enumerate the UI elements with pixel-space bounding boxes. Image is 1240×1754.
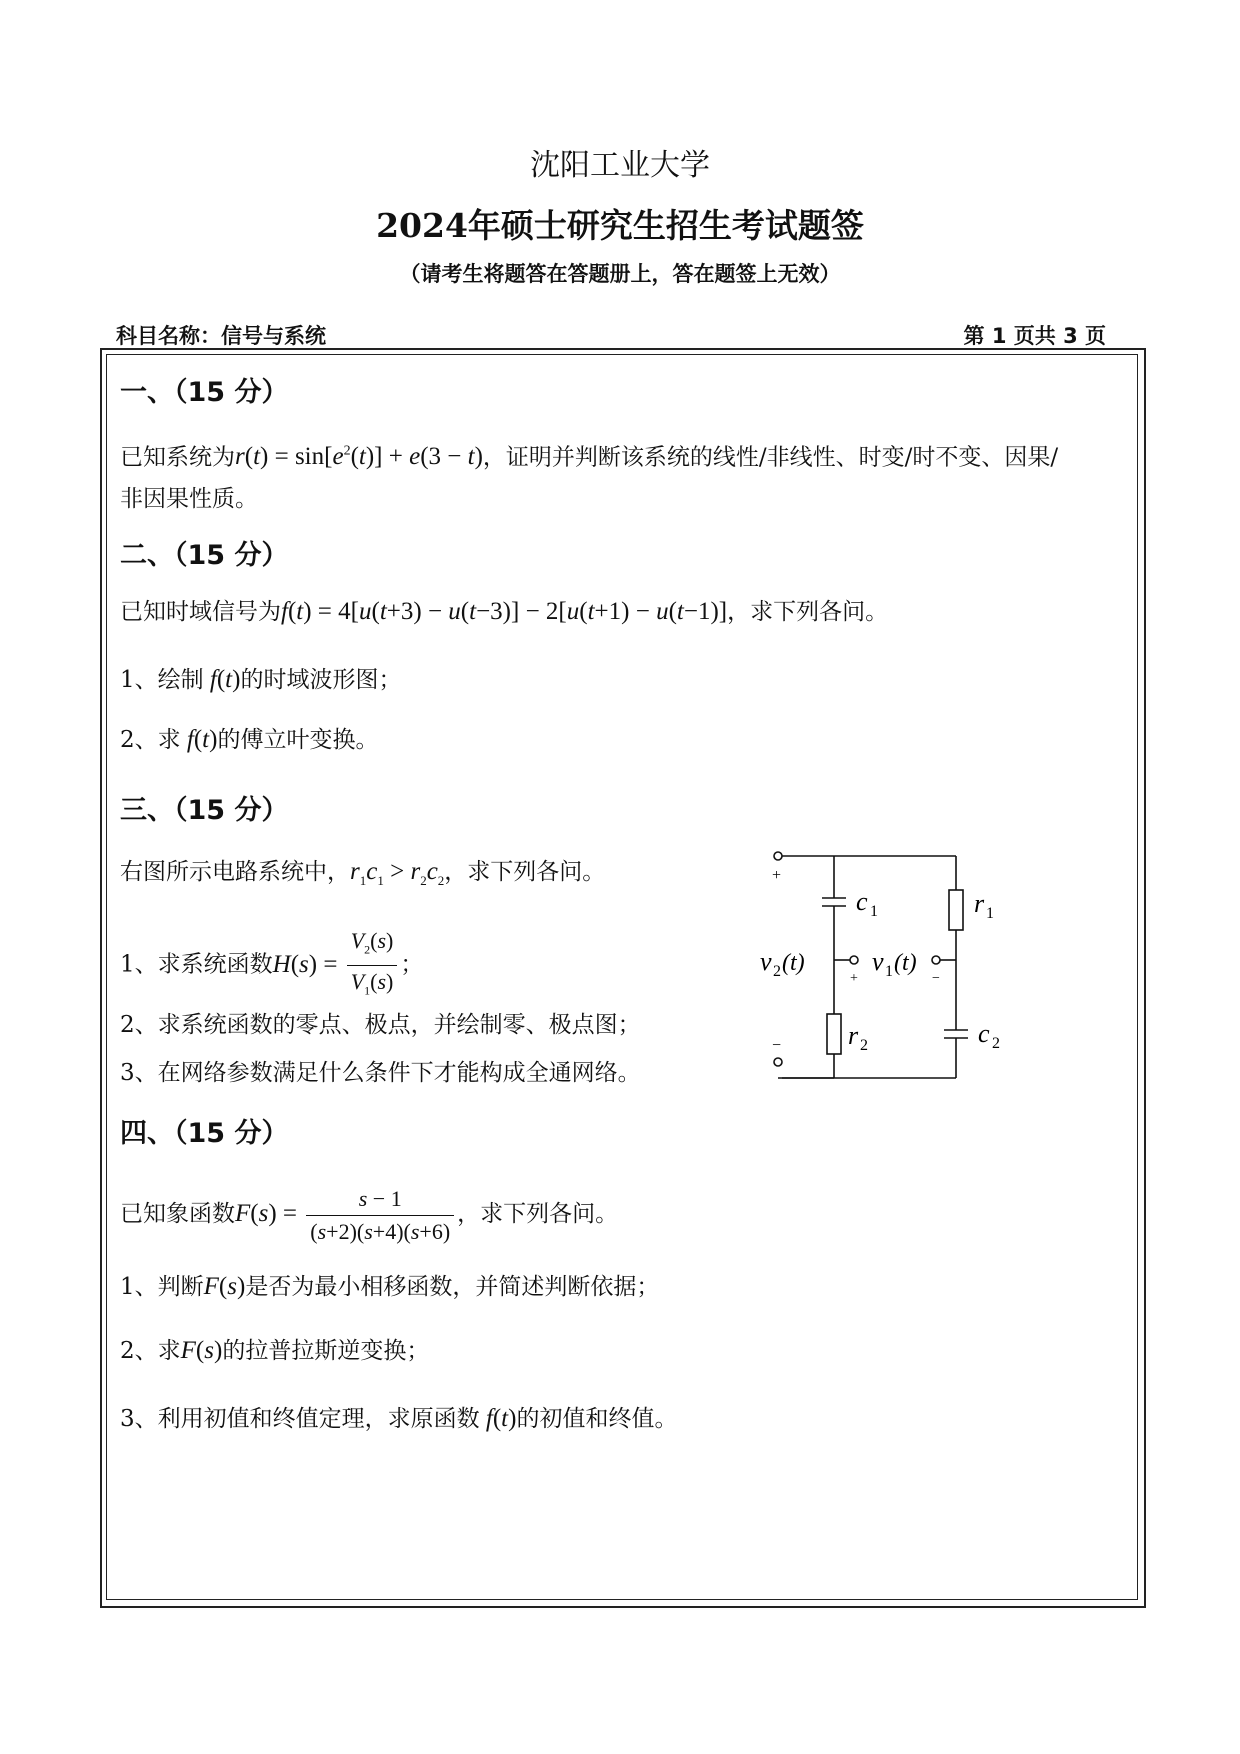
exam-title: 2024年硕士研究生招生考试题签 [376,206,864,245]
q4-item3-formula: f(t) [485,1405,517,1432]
q2-item1-suffix: 的时域波形图； [240,667,402,693]
resistor-r1 [949,890,963,930]
input-terminal-bottom [774,1058,782,1066]
label-r2-sub: 2 [860,1037,868,1054]
q2-item2 [120,725,378,755]
q4-item1-suffix: 是否为最小相移函数，并简述判断依据； [245,1274,660,1300]
page-info: 第 1 页共 3 页 [963,324,1106,348]
q2-item1-formula: f(t) [209,666,241,693]
q1-line2: 非因果性质。 [120,486,258,512]
q3-heading: 三、（15 分） [120,795,289,826]
q2-item2-prefix: 2、求 [120,727,181,753]
label-v1: v [872,947,884,976]
label-v1-sub: 1 [885,963,893,980]
q3-intro-prefix: 右图所示电路系统中， [120,859,350,885]
q4-prefix: 已知象函数 [120,1201,235,1228]
q2-item1 [120,665,401,695]
q3-transfer-function: H(s) = $\frac{V_2(s)}{V_1(s)}$ [273,951,401,978]
q4-item3 [120,1404,677,1434]
q4-formula: F(s) = $\frac{s - 1}{(s+2)(s+4)(s+6)}$ [235,1200,457,1227]
input-terminal-top [774,852,782,860]
q3-intro-suffix: ，求下列各问。 [444,859,606,885]
label-c2-sub: 2 [992,1035,1000,1052]
q4-item1-formula: F(s) [203,1273,246,1300]
subject-name: 科目名称：信号与系统 [116,324,326,348]
q1-prefix: 已知系统为 [120,444,235,471]
q2-item2-formula: f(t) [186,726,218,753]
q2-formula: f(t) = 4[u(t+3) − u(t−3)] − 2[u(t+1) − u(t−1)] [281,598,728,625]
q4-item1 [120,1272,659,1302]
output-plus-sign: + [850,971,858,986]
label-r2: r [848,1021,859,1050]
label-v2-arg: (t) [782,950,805,976]
q2-prefix: 已知时域信号为 [120,599,281,625]
label-c1-sub: 1 [870,903,878,920]
q4-item2-formula: F(s) [180,1337,223,1364]
q4-statement [120,1184,618,1247]
school-name: 沈阳工业大学 [530,148,710,183]
q2-heading: 二、（15 分） [120,540,289,571]
q4-item2-prefix: 2、求 [120,1338,181,1364]
q4-heading: 四、（15 分） [120,1118,289,1149]
q2-item1-prefix: 1、绘制 [120,667,204,693]
label-v2: v [760,947,772,976]
q4-item3-suffix: 的初值和终值。 [516,1406,678,1432]
q1-suffix: ，证明并判断该系统的线性/非线性、时变/时不变、因果/ [482,444,1059,471]
label-v1-arg: (t) [894,950,917,976]
label-r1-sub: 1 [986,905,994,922]
input-minus-sign: − [772,1037,782,1054]
input-plus-sign: + [772,867,782,884]
output-terminal-plus [850,956,858,964]
q3-condition: $r_1c_1 > r_2c_2$ [350,858,445,888]
q2-statement [120,597,888,627]
q3-intro [120,857,605,896]
q4-item2-suffix: 的拉普拉斯逆变换； [222,1338,430,1364]
output-minus-sign: − [932,971,940,986]
q4-suffix: ，求下列各问。 [457,1201,619,1228]
q1-statement [120,437,1058,472]
q4-item1-prefix: 1、判断 [120,1274,204,1300]
q1-heading: 一、（15 分） [120,377,289,408]
label-r1: r [974,889,985,918]
resistor-r2 [827,1014,841,1054]
q4-item2 [120,1336,429,1366]
q2-item2-suffix: 的傅立叶变换。 [217,727,379,753]
exam-note: （请考生将题答在答题册上，答在题签上无效） [399,261,841,286]
rc-circuit-diagram [760,850,1020,1090]
q3-item1-suffix: ； [400,951,424,978]
q3-item3: 3、在网络参数满足什么条件下才能构成全通网络。 [120,1060,641,1086]
label-v2-sub: 2 [773,963,781,980]
q4-item3-prefix: 3、利用初值和终值定理，求原函数 [120,1406,480,1432]
q1-formula: $r(t) = \sin[e^2(t)] + e(3 - t)$ [235,443,483,471]
label-c1: c [856,887,868,916]
q3-item1-prefix: 1、求系统函数 [120,951,273,978]
q3-item2: 2、求系统函数的零点、极点，并绘制零、极点图； [120,1012,641,1038]
q2-suffix: ，求下列各问。 [727,599,889,625]
output-terminal-minus [932,956,940,964]
label-c2: c [978,1019,990,1048]
q3-item1 [120,926,423,1006]
